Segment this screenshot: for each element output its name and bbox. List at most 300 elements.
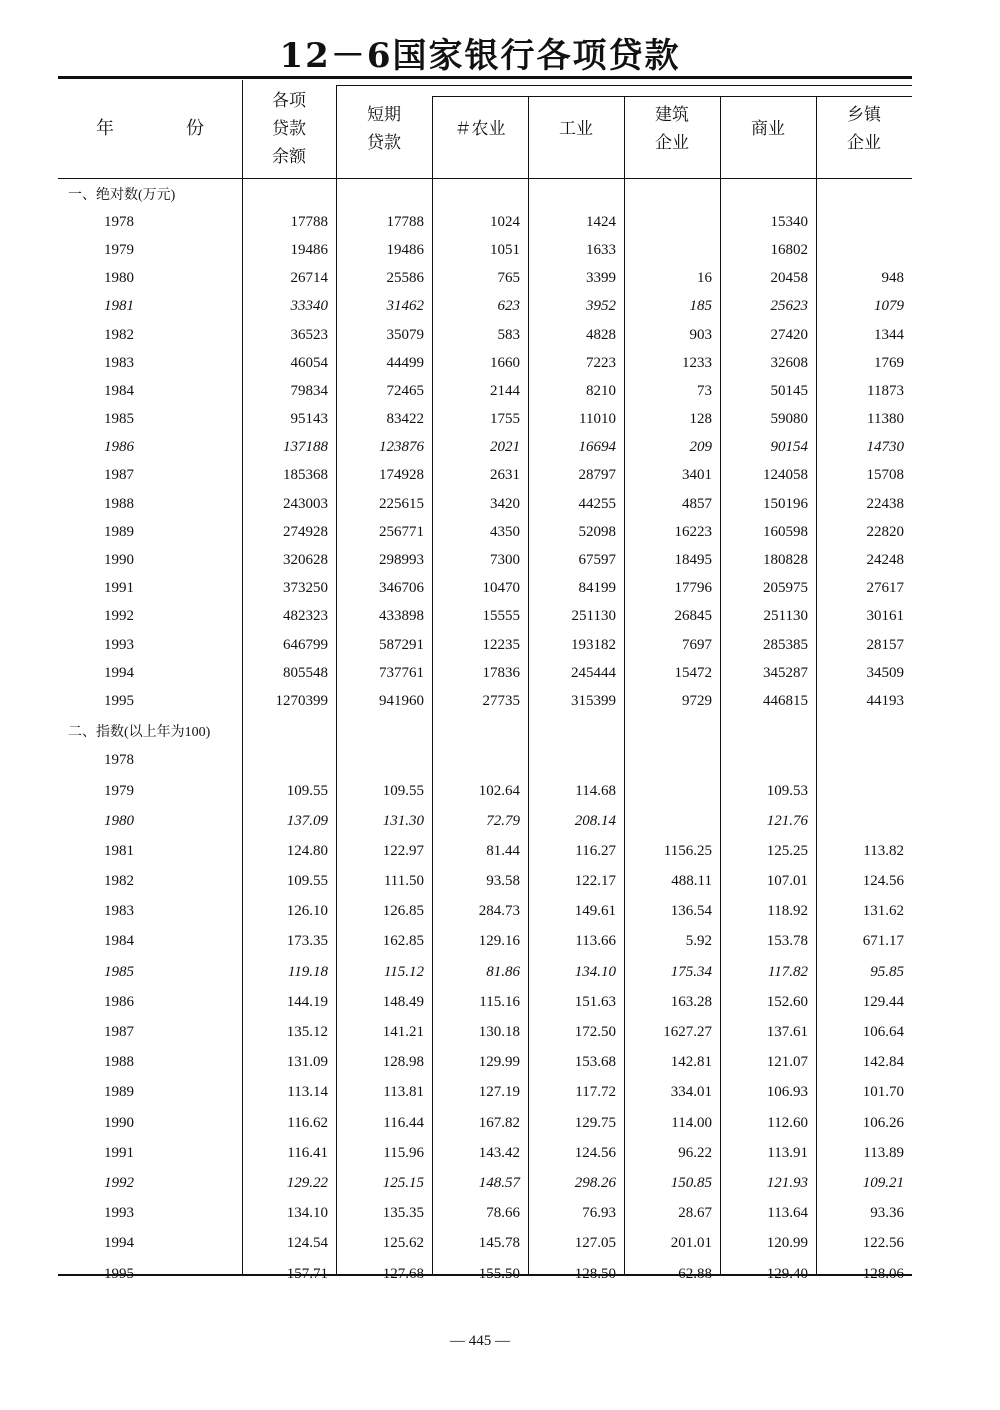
commerce-cell: 118.92 — [767, 903, 808, 920]
agriculture-cell: 145.78 — [478, 1235, 520, 1252]
construction-cell: 9729 — [682, 692, 712, 709]
short-term-loans-cell: 128.98 — [382, 1054, 424, 1071]
header-total-loans: 各项 贷款 余额 — [272, 91, 306, 167]
total-loans-cell: 36523 — [290, 326, 328, 343]
table-row — [58, 1199, 912, 1229]
commerce-cell: 160598 — [763, 523, 808, 540]
industry-cell: 16694 — [578, 439, 616, 456]
industry-cell: 251130 — [571, 608, 616, 625]
total-loans-cell: 79834 — [290, 382, 328, 399]
short-term-loans-cell: 148.49 — [382, 993, 424, 1010]
industry-cell: 124.56 — [574, 1144, 616, 1161]
page-number: — 445 — — [450, 1333, 510, 1349]
township-cell: 1344 — [874, 326, 904, 343]
year-cell: 1988 — [104, 495, 134, 512]
table-row — [58, 746, 912, 776]
agriculture-cell: 583 — [497, 326, 520, 343]
commerce-cell: 25623 — [770, 298, 808, 315]
township-cell: 22438 — [866, 495, 904, 512]
short-term-loans-cell: 162.85 — [382, 933, 424, 950]
construction-cell — [624, 776, 720, 806]
industry-cell: 127.05 — [574, 1235, 616, 1252]
table-row — [58, 518, 912, 546]
agriculture-cell: 12235 — [482, 636, 520, 653]
construction-cell: 209 — [689, 439, 712, 456]
industry-cell: 116.27 — [575, 842, 616, 859]
short-term-loans-cell: 123876 — [379, 439, 424, 456]
commerce-cell: 285385 — [763, 636, 808, 653]
agriculture-cell: 15555 — [482, 608, 520, 625]
commerce-cell: 113.91 — [767, 1144, 808, 1161]
agriculture-cell: 2631 — [490, 467, 520, 484]
table-row — [58, 575, 912, 603]
industry-cell: 4828 — [586, 326, 616, 343]
commerce-cell: 150196 — [763, 495, 808, 512]
construction-cell — [624, 806, 720, 836]
industry-cell: 117.72 — [575, 1084, 616, 1101]
header-industry: 工业 — [559, 119, 593, 139]
industry-cell: 298.26 — [574, 1174, 616, 1191]
table-row — [58, 927, 912, 957]
short-term-loans-cell: 131.30 — [382, 812, 424, 829]
township-cell: 113.89 — [863, 1144, 904, 1161]
short-term-loans-cell: 83422 — [386, 411, 424, 428]
year-cell: 1982 — [104, 326, 134, 343]
township-cell: 129.44 — [862, 993, 904, 1010]
year-cell: 1993 — [104, 636, 134, 653]
table-row — [58, 434, 912, 462]
industry-cell: 76.93 — [582, 1205, 616, 1222]
table-row — [58, 406, 912, 434]
construction-cell: 17796 — [674, 580, 712, 597]
total-loans-cell: 185368 — [283, 467, 328, 484]
township-cell: 109.21 — [862, 1174, 904, 1191]
industry-cell: 52098 — [578, 523, 616, 540]
township-cell: 101.70 — [862, 1084, 904, 1101]
table-row — [58, 867, 912, 897]
table-row — [58, 208, 912, 236]
construction-cell: 28.67 — [678, 1205, 712, 1222]
agriculture-cell: 130.18 — [478, 1024, 520, 1041]
table-row — [58, 377, 912, 405]
commerce-cell: 121.93 — [766, 1174, 808, 1191]
year-cell: 1985 — [104, 411, 134, 428]
township-cell: 11873 — [867, 382, 904, 399]
table-row — [58, 806, 912, 836]
commerce-cell: 205975 — [763, 580, 808, 597]
township-cell: 106.64 — [862, 1024, 904, 1041]
industry-cell: 67597 — [578, 552, 616, 569]
construction-cell: 1627.27 — [663, 1024, 712, 1041]
commerce-cell: 117.82 — [767, 963, 808, 980]
table-row — [58, 293, 912, 321]
industry-cell: 149.61 — [574, 903, 616, 920]
total-loans-cell: 137.09 — [286, 812, 328, 829]
commerce-cell: 137.61 — [766, 1024, 808, 1041]
agriculture-cell: 1051 — [490, 241, 520, 258]
industry-cell: 172.50 — [574, 1024, 616, 1041]
industry-cell: 315399 — [571, 692, 616, 709]
commerce-cell: 153.78 — [766, 933, 808, 950]
agriculture-cell: 17836 — [482, 664, 520, 681]
short-term-loans-cell: 115.12 — [383, 963, 424, 980]
total-loans-cell: 805548 — [283, 664, 328, 681]
industry-cell: 208.14 — [574, 812, 616, 829]
agriculture-cell: 1660 — [490, 354, 520, 371]
township-cell: 30161 — [866, 608, 904, 625]
township-cell — [816, 776, 912, 806]
township-cell: 95.85 — [870, 963, 904, 980]
total-loans-cell: 144.19 — [286, 993, 328, 1010]
construction-cell: 150.85 — [670, 1174, 712, 1191]
agriculture-cell: 284.73 — [478, 903, 520, 920]
short-term-loans-cell: 111.50 — [383, 873, 424, 890]
section-header — [58, 716, 912, 746]
township-cell: 124.56 — [862, 873, 904, 890]
total-loans-cell: 243003 — [283, 495, 328, 512]
short-term-loans-cell: 19486 — [386, 241, 424, 258]
total-loans-cell: 137188 — [283, 439, 328, 456]
table-row — [58, 1108, 912, 1138]
short-term-loans-cell: 174928 — [379, 467, 424, 484]
table-row — [58, 321, 912, 349]
page-title: 12－6国家银行各项贷款 — [279, 36, 681, 76]
table-row — [58, 546, 912, 574]
header-subrule — [336, 85, 912, 86]
agriculture-cell: 72.79 — [486, 812, 520, 829]
construction-cell: 185 — [689, 298, 712, 315]
industry-cell: 44255 — [578, 495, 616, 512]
industry-cell: 84199 — [578, 580, 616, 597]
year-cell: 1989 — [104, 523, 134, 540]
commerce-cell: 446815 — [763, 692, 808, 709]
agriculture-cell: 115.16 — [479, 993, 520, 1010]
commerce-cell: 125.25 — [766, 842, 808, 859]
year-cell: 1992 — [104, 1174, 134, 1191]
industry-cell: 8210 — [586, 382, 616, 399]
commerce-cell: 152.60 — [766, 993, 808, 1010]
township-cell: 24248 — [866, 552, 904, 569]
commerce-cell: 90154 — [770, 439, 808, 456]
commerce-cell: 180828 — [763, 552, 808, 569]
township-cell: 671.17 — [862, 933, 904, 950]
short-term-loans-cell: 113.81 — [383, 1084, 424, 1101]
total-loans-cell: 320628 — [283, 552, 328, 569]
total-loans-cell: 646799 — [283, 636, 328, 653]
short-term-loans-cell: 125.62 — [382, 1235, 424, 1252]
header-bottom-rule — [58, 178, 912, 179]
construction-cell — [624, 236, 720, 264]
year-cell: 1983 — [104, 354, 134, 371]
commerce-cell: 109.53 — [766, 782, 808, 799]
total-loans-cell: 33340 — [290, 298, 328, 315]
total-loans-cell: 46054 — [290, 354, 328, 371]
year-cell: 1985 — [104, 963, 134, 980]
year-cell: 1994 — [104, 664, 134, 681]
bottom-rule — [58, 1274, 912, 1276]
industry-cell: 113.66 — [575, 933, 616, 950]
table-row — [58, 987, 912, 1017]
total-loans-cell: 134.10 — [286, 1205, 328, 1222]
year-cell: 1980 — [104, 812, 134, 829]
agriculture-cell: 3420 — [490, 495, 520, 512]
agriculture-cell: 1024 — [490, 213, 520, 230]
industry-cell — [528, 746, 624, 776]
total-loans-cell: 26714 — [290, 270, 328, 287]
township-cell: 14730 — [866, 439, 904, 456]
year-cell: 1979 — [104, 241, 134, 258]
year-cell: 1986 — [104, 993, 134, 1010]
table-row — [58, 490, 912, 518]
total-loans-cell: 129.22 — [286, 1174, 328, 1191]
short-term-loans-cell: 737761 — [379, 664, 424, 681]
table-row — [58, 957, 912, 987]
header-construction: 建筑 企业 — [655, 105, 689, 153]
total-loans-cell: 126.10 — [286, 903, 328, 920]
construction-cell: 3401 — [682, 467, 712, 484]
short-term-loans-cell: 126.85 — [382, 903, 424, 920]
construction-cell: 18495 — [674, 552, 712, 569]
industry-cell: 193182 — [571, 636, 616, 653]
industry-cell: 7223 — [586, 354, 616, 371]
industry-cell: 151.63 — [574, 993, 616, 1010]
construction-cell: 488.11 — [671, 873, 712, 890]
township-cell: 93.36 — [870, 1205, 904, 1222]
township-cell: 142.84 — [862, 1054, 904, 1071]
agriculture-cell — [432, 746, 528, 776]
agriculture-cell: 7300 — [490, 552, 520, 569]
total-loans-cell: 131.09 — [286, 1054, 328, 1071]
construction-cell: 26845 — [674, 608, 712, 625]
year-cell: 1986 — [104, 439, 134, 456]
construction-cell: 334.01 — [670, 1084, 712, 1101]
construction-cell — [624, 208, 720, 236]
commerce-cell — [720, 746, 816, 776]
township-cell — [816, 746, 912, 776]
commerce-cell: 107.01 — [766, 873, 808, 890]
short-term-loans-cell: 225615 — [379, 495, 424, 512]
construction-cell: 114.00 — [671, 1114, 712, 1131]
industry-cell: 153.68 — [574, 1054, 616, 1071]
commerce-cell: 124058 — [763, 467, 808, 484]
short-term-loans-cell: 25586 — [386, 270, 424, 287]
data-table-body — [58, 180, 912, 1289]
commerce-cell: 251130 — [763, 608, 808, 625]
township-cell: 948 — [881, 270, 904, 287]
township-cell: 1769 — [874, 354, 904, 371]
agriculture-cell: 2144 — [490, 382, 520, 399]
agriculture-cell: 148.57 — [478, 1174, 520, 1191]
table-row — [58, 603, 912, 631]
section-label: 二、指数(以上年为100) — [68, 724, 211, 740]
table-row — [58, 631, 912, 659]
agriculture-cell: 10470 — [482, 580, 520, 597]
industry-cell: 122.17 — [574, 873, 616, 890]
agriculture-cell: 1755 — [490, 411, 520, 428]
total-loans-cell: 109.55 — [286, 782, 328, 799]
township-cell: 113.82 — [863, 842, 904, 859]
section-label: 一、绝对数(万元) — [68, 188, 176, 204]
short-term-loans-cell: 256771 — [379, 523, 424, 540]
year-cell: 1981 — [104, 842, 134, 859]
year-cell: 1991 — [104, 580, 134, 597]
agriculture-cell: 81.86 — [486, 963, 520, 980]
industry-cell: 3399 — [586, 270, 616, 287]
commerce-cell: 59080 — [770, 411, 808, 428]
year-cell: 1987 — [104, 467, 134, 484]
township-cell: 28157 — [866, 636, 904, 653]
header-subrule-inner — [432, 96, 912, 97]
industry-cell: 129.75 — [574, 1114, 616, 1131]
total-loans-cell: 113.14 — [287, 1084, 328, 1101]
township-cell: 11380 — [867, 411, 904, 428]
year-cell: 1979 — [104, 782, 134, 799]
short-term-loans-cell: 115.96 — [383, 1144, 424, 1161]
short-term-loans-cell: 109.55 — [382, 782, 424, 799]
industry-cell: 1633 — [586, 241, 616, 258]
agriculture-cell: 127.19 — [478, 1084, 520, 1101]
total-loans-cell: 124.54 — [286, 1235, 328, 1252]
table-row — [58, 1078, 912, 1108]
table-row — [58, 659, 912, 687]
total-loans-cell: 119.18 — [287, 963, 328, 980]
agriculture-cell: 102.64 — [478, 782, 520, 799]
agriculture-cell: 129.99 — [478, 1054, 520, 1071]
agriculture-cell: 765 — [497, 270, 520, 287]
commerce-cell: 16802 — [770, 241, 808, 258]
township-cell: 106.26 — [862, 1114, 904, 1131]
table-row — [58, 236, 912, 264]
total-loans-cell: 482323 — [283, 608, 328, 625]
year-cell: 1988 — [104, 1054, 134, 1071]
commerce-cell: 112.60 — [767, 1114, 808, 1131]
header-agriculture: ＃农业 — [454, 119, 506, 139]
commerce-cell: 32608 — [770, 354, 808, 371]
township-cell: 27617 — [866, 580, 904, 597]
year-cell: 1982 — [104, 873, 134, 890]
table-row — [58, 776, 912, 806]
year-cell: 1984 — [104, 933, 134, 950]
header-commerce: 商业 — [751, 119, 785, 139]
short-term-loans-cell: 125.15 — [382, 1174, 424, 1191]
section-header — [58, 180, 912, 208]
commerce-cell: 121.07 — [766, 1054, 808, 1071]
township-cell — [816, 208, 912, 236]
header-year: 年 份 — [96, 118, 204, 139]
township-cell: 34509 — [866, 664, 904, 681]
short-term-loans-cell: 587291 — [379, 636, 424, 653]
construction-cell: 175.34 — [670, 963, 712, 980]
header-short-term-loans: 短期 贷款 — [367, 105, 401, 153]
industry-cell: 134.10 — [574, 963, 616, 980]
total-loans-cell: 274928 — [283, 523, 328, 540]
construction-cell: 142.81 — [670, 1054, 712, 1071]
table-row — [58, 1168, 912, 1198]
table-row — [58, 836, 912, 866]
table-row — [58, 897, 912, 927]
construction-cell: 7697 — [682, 636, 712, 653]
commerce-cell: 345287 — [763, 664, 808, 681]
table-row — [58, 687, 912, 715]
year-cell: 1992 — [104, 608, 134, 625]
total-loans-cell — [242, 746, 336, 776]
construction-cell: 128 — [689, 411, 712, 428]
commerce-cell: 106.93 — [766, 1084, 808, 1101]
construction-cell: 16 — [697, 270, 712, 287]
short-term-loans-cell: 31462 — [386, 298, 424, 315]
table-row — [58, 349, 912, 377]
agriculture-cell: 143.42 — [478, 1144, 520, 1161]
total-loans-cell: 173.35 — [286, 933, 328, 950]
year-cell: 1991 — [104, 1144, 134, 1161]
agriculture-cell: 129.16 — [478, 933, 520, 950]
short-term-loans-cell: 141.21 — [382, 1024, 424, 1041]
total-loans-cell: 109.55 — [286, 873, 328, 890]
total-loans-cell: 135.12 — [286, 1024, 328, 1041]
table-row — [58, 1229, 912, 1259]
short-term-loans-cell: 44499 — [386, 354, 424, 371]
construction-cell: 201.01 — [670, 1235, 712, 1252]
industry-cell: 245444 — [571, 664, 616, 681]
year-cell: 1981 — [104, 298, 134, 315]
township-cell: 22820 — [866, 523, 904, 540]
commerce-cell: 27420 — [770, 326, 808, 343]
short-term-loans-cell: 941960 — [379, 692, 424, 709]
commerce-cell: 113.64 — [767, 1205, 808, 1222]
year-cell: 1995 — [104, 692, 134, 709]
agriculture-cell: 78.66 — [486, 1205, 520, 1222]
construction-cell: 1233 — [682, 354, 712, 371]
short-term-loans-cell: 433898 — [379, 608, 424, 625]
industry-cell: 114.68 — [575, 782, 616, 799]
short-term-loans-cell: 135.35 — [382, 1205, 424, 1222]
township-cell: 44193 — [866, 692, 904, 709]
year-cell: 1980 — [104, 270, 134, 287]
construction-cell: 4857 — [682, 495, 712, 512]
top-rule — [58, 76, 912, 79]
commerce-cell: 120.99 — [766, 1235, 808, 1252]
township-cell: 131.62 — [862, 903, 904, 920]
year-cell: 1994 — [104, 1235, 134, 1252]
total-loans-cell: 17788 — [290, 213, 328, 230]
short-term-loans-cell: 298993 — [379, 552, 424, 569]
agriculture-cell: 4350 — [490, 523, 520, 540]
industry-cell: 1424 — [586, 213, 616, 230]
total-loans-cell: 116.62 — [287, 1114, 328, 1131]
table-row — [58, 1017, 912, 1047]
construction-cell: 163.28 — [670, 993, 712, 1010]
agriculture-cell: 93.58 — [486, 873, 520, 890]
total-loans-cell: 373250 — [283, 580, 328, 597]
industry-cell: 28797 — [578, 467, 616, 484]
construction-cell: 903 — [689, 326, 712, 343]
township-cell — [816, 236, 912, 264]
total-loans-cell: 124.80 — [286, 842, 328, 859]
commerce-cell: 50145 — [770, 382, 808, 399]
agriculture-cell: 27735 — [482, 692, 520, 709]
township-cell: 122.56 — [862, 1235, 904, 1252]
township-cell: 15708 — [866, 467, 904, 484]
agriculture-cell: 623 — [497, 298, 520, 315]
industry-cell: 11010 — [579, 411, 616, 428]
commerce-cell: 15340 — [770, 213, 808, 230]
short-term-loans-cell: 116.44 — [383, 1114, 424, 1131]
construction-cell: 16223 — [674, 523, 712, 540]
short-term-loans-cell: 346706 — [379, 580, 424, 597]
table-row — [58, 1138, 912, 1168]
short-term-loans-cell: 35079 — [386, 326, 424, 343]
construction-cell: 73 — [697, 382, 712, 399]
